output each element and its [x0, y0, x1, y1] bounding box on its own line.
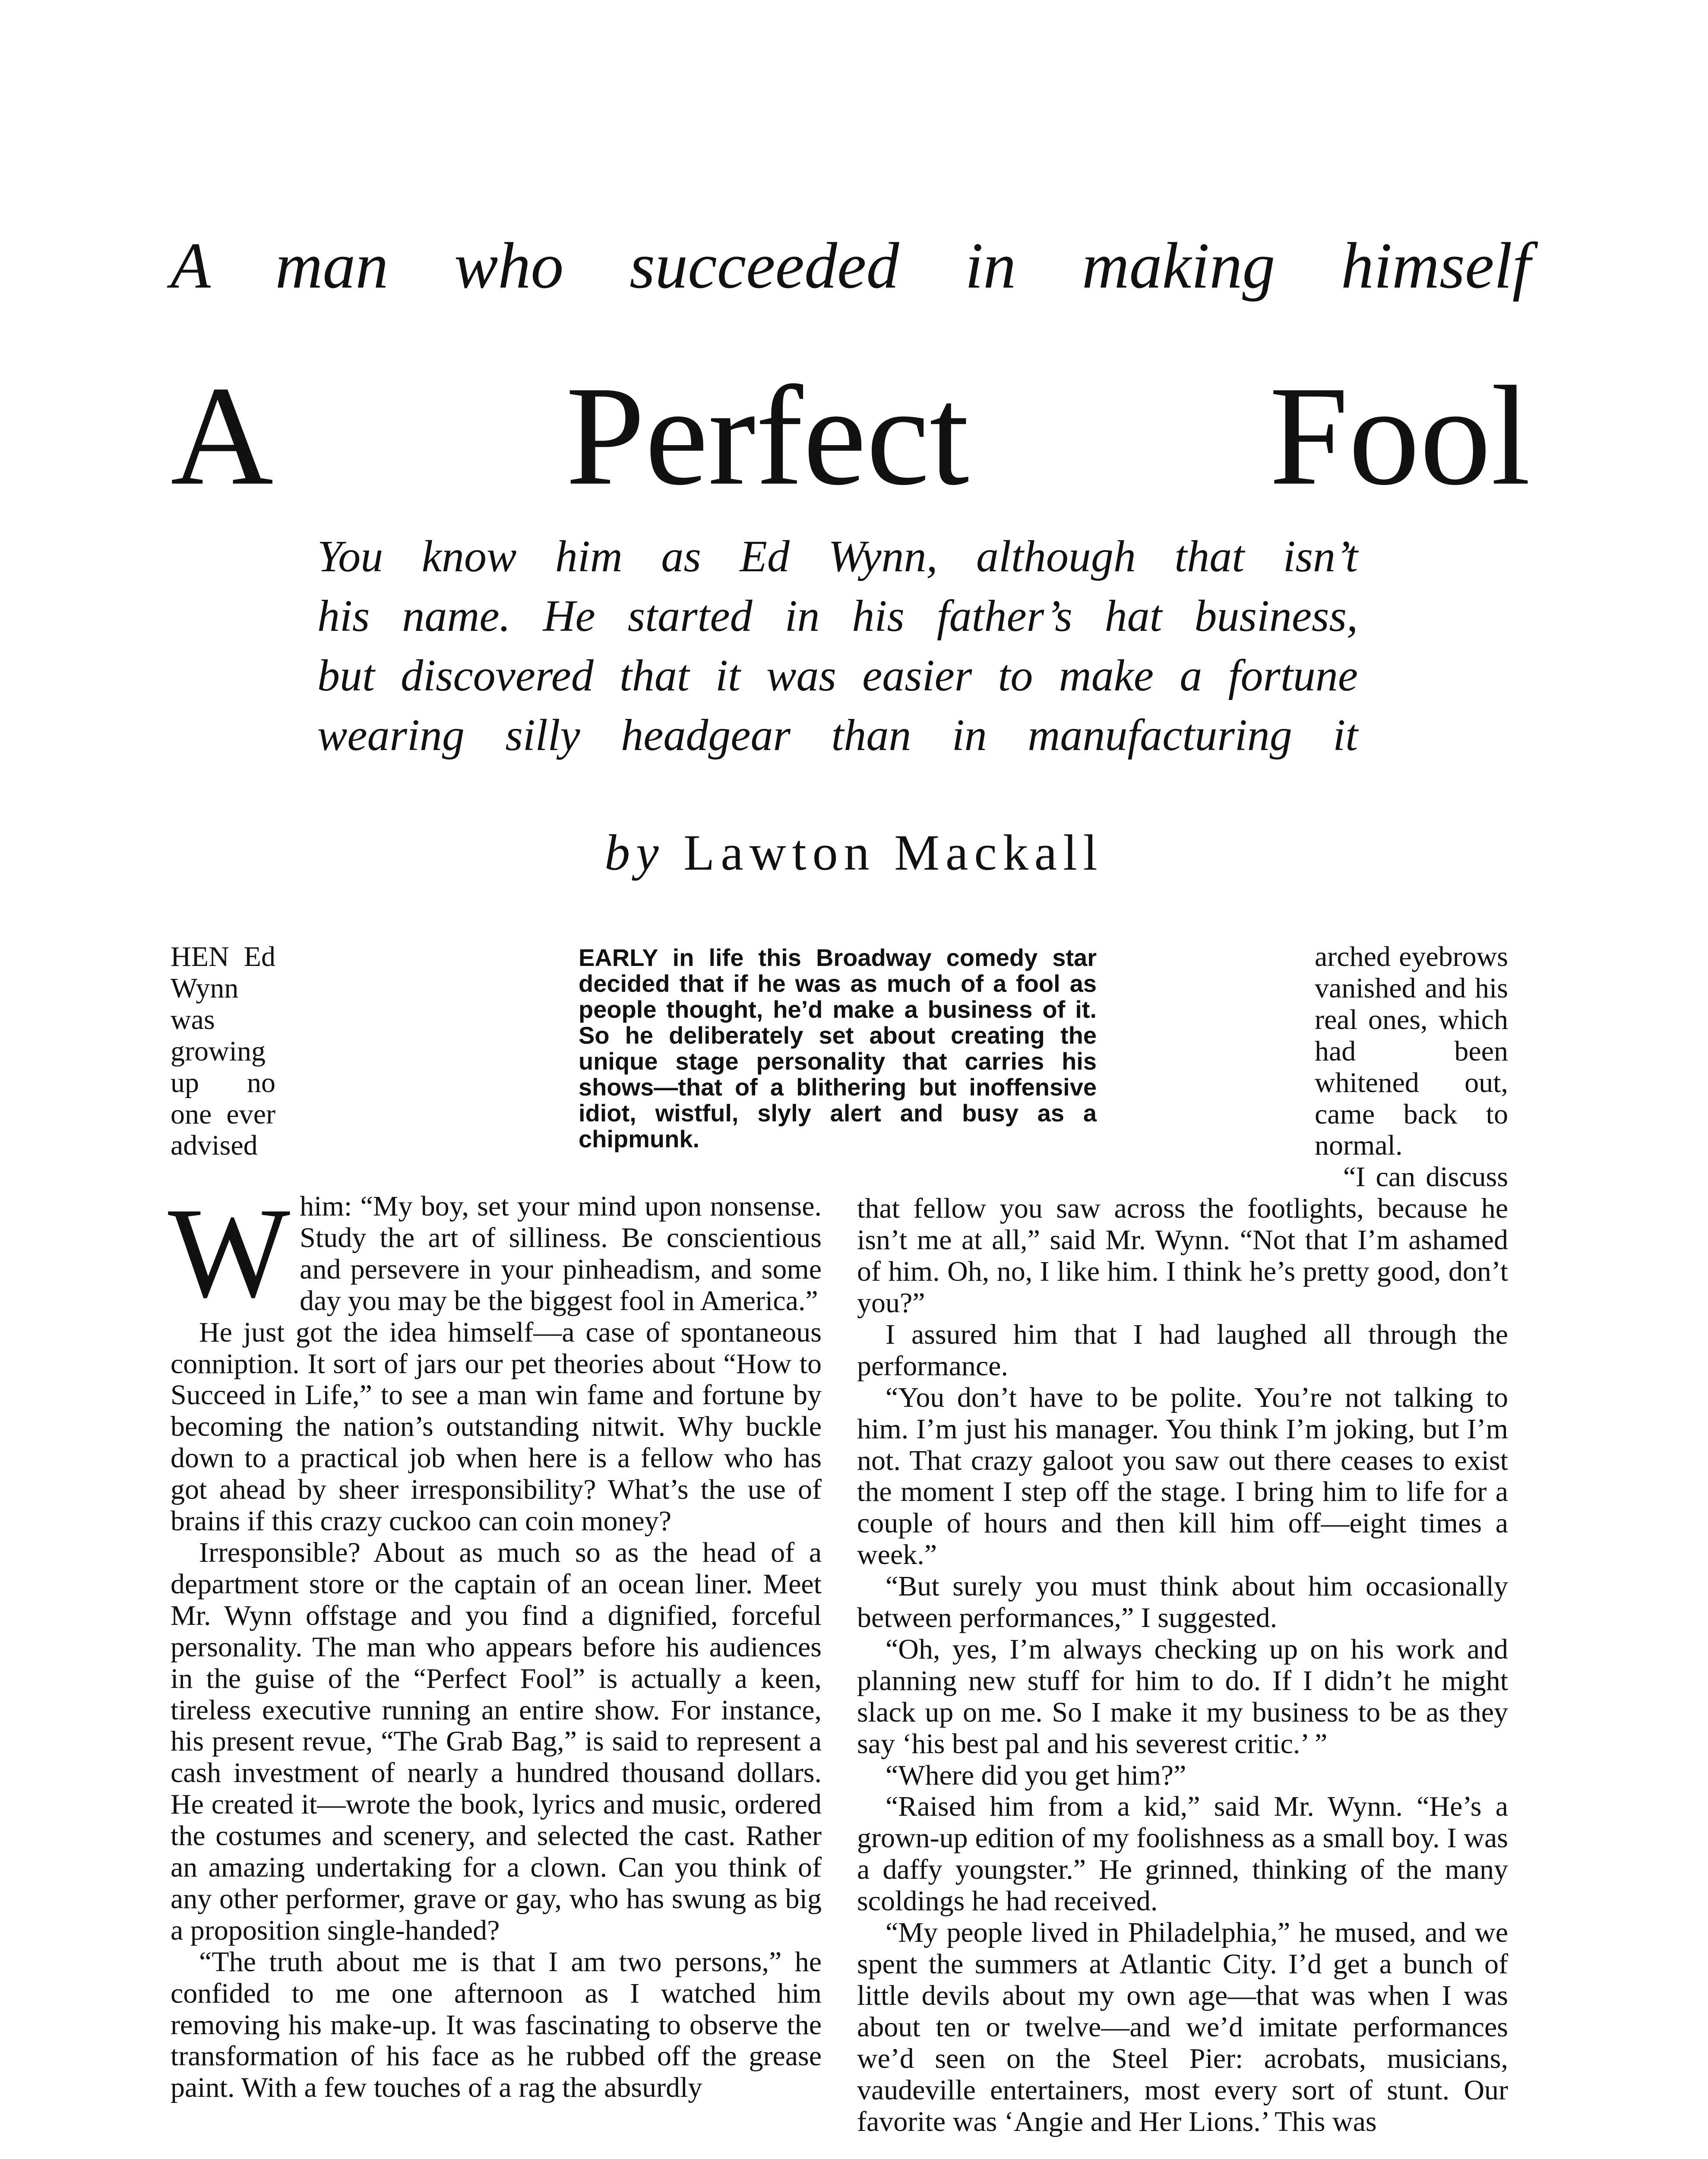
byline-by: by: [604, 824, 665, 881]
paragraph: arched eyebrows vanished and his real ones, which had been whitened out, came back to normal.: [1315, 941, 1508, 1162]
deck-line: wearing silly headgear than in manufacturing it: [317, 710, 1358, 760]
paragraph: “Raised him from a kid,” said Mr. Wynn. “He’s a grown-up edition of my foolishness as a small boy. I was a daffy youngster.” He grinned, thinking of the many scoldings he had received.: [857, 1791, 1508, 1917]
byline-author: Lawton Mackall: [683, 824, 1104, 881]
byline: [0, 818, 1708, 887]
paragraph: “Where did you get him?”: [886, 1759, 1186, 1791]
article-deck: [317, 527, 1358, 765]
paragraph: He just got the idea himself—a case of spontaneous conniption. It sort of jars our pet theories about “How to Succeed in Life,” to see a man win fame and fortune by becoming the nation’s outstanding nitwit. Why buckle down to a practical job when here is a fellow who has got ahead by sheer irresponsibility? What’s the use of brains if this crazy cuckoo can coin money?: [171, 1316, 822, 1537]
sidebar-text: EARLY in life this Broadway comedy star decided that if he was as much of a fool as people thought, he’d make a business of it. So he deliberately set about creating the unique stage personality that carries his shows—that of a blithering but inoffensive idiot, wistful, slyly alert and busy as a chipmunk.: [579, 944, 1097, 1152]
paragraph: “The truth about me is that I am two persons,” he confided to me one afternoon as I watched him removing his make-up. It was fascinating to observe the transformation of his face as he rubbed off the grease paint. With a few touches of a rag the absurdly: [171, 1946, 822, 2104]
paragraph: “I can discuss that fellow you saw across the footlights, because he isn’t me at all,” said Mr. Wynn. “Not that I’m ashamed of him. Oh, no, I like him. I think he’s pretty good, don’t you?”: [857, 1161, 1508, 1319]
article-headline: A Perfect Fool: [171, 357, 1531, 515]
drop-cap: W: [168, 1181, 291, 1324]
paragraph: Irresponsible? About as much so as the head of a department store or the captain of an ocean liner. Meet Mr. Wynn offstage and you find a dignified, forceful personality. The man who appears before his audiences in the guise of the “Perfect Fool” is actually a keen, tireless executive running an entire show. For instance, his present revue, “The Grab Bag,” is said to represent a cash investment of nearly a hundred thousand dollars. He created it—wrote the book, lyrics and music, ordered the costumes and scenery, and selected the cast. Rather an amazing undertaking for a clown. Can you think of any other performer, grave or gay, who has swung as big a proposition single-handed?: [171, 1536, 822, 1946]
article-kicker: A man who succeeded in making himself: [171, 229, 1531, 302]
deck-line: his name. He started in his father’s hat business,: [317, 591, 1358, 641]
paragraph: “Oh, yes, I’m always checking up on his work and planning new stuff for him to do. If I didn’t he might slack up on me. So I make it my business to be as they say ‘his best pal and his severest critic.’ ”: [857, 1633, 1508, 1760]
deck-line: but discovered that it was easier to make a fortune: [317, 651, 1358, 700]
paragraph: I assured him that I had laughed all through the performance.: [857, 1318, 1508, 1382]
paragraph: “But surely you must think about him occasionally between performances,” I suggested.: [857, 1570, 1508, 1634]
paragraph: “You don’t have to be polite. You’re not talking to him. I’m just his manager. You think I’m joking, but I’m not. That crazy galoot you saw out there ceases to exist the moment I step off the stage. I bring him to life for a couple of hours and then kill him off—eight times a week.”: [857, 1381, 1508, 1571]
paragraph: “My people lived in Philadelphia,” he mused, and we spent the summers at Atlantic City. I’d get a bunch of little devils about my own age—that was when I was about ten or twelve—and we’d imitate performances we’d seen on the Steel Pier: acrobats, musicians, vaudeville entertainers, most every sort of stunt. Our favorite was ‘Angie and Her Lions.’ This was: [857, 1917, 1508, 2137]
sidebar-spacer: [857, 941, 1315, 1191]
deck-line: You know him as Ed Wynn, although that isn’t: [317, 532, 1358, 581]
body-column-right: [857, 941, 1508, 2137]
paragraph: HEN Ed Wynn was growing up no one ever advised him: “My boy, set your mind upon nonsense. Study the art of silliness. Be conscientious and persevere in your pinheadism, and some day you may be the biggest fool in America.”: [171, 941, 822, 1317]
